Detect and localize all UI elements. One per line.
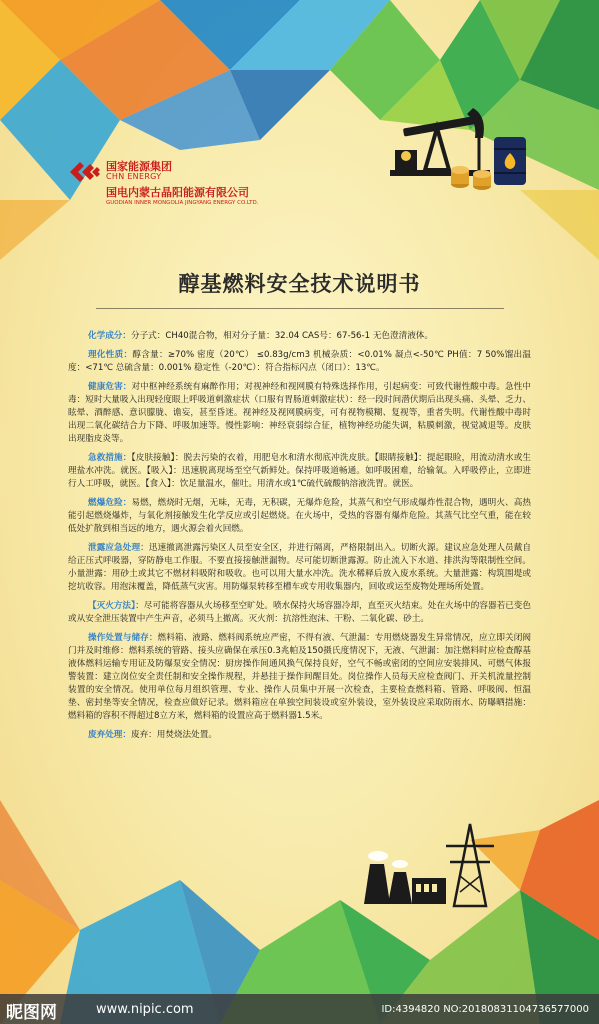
watermark-url: www.nipic.com bbox=[96, 1002, 194, 1017]
content-body bbox=[68, 330, 531, 748]
watermark-brand: 昵图网 bbox=[6, 1003, 57, 1023]
section-handling-storage bbox=[68, 632, 531, 723]
section-chemical-composition bbox=[68, 330, 531, 343]
coins-icon bbox=[450, 160, 500, 192]
section-fire-fighting bbox=[68, 600, 531, 626]
section-fire-explosion-hazard bbox=[68, 497, 531, 536]
section-text: 【皮肤接触】：脱去污染的衣着，用肥皂水和清水彻底冲洗皮肤。【眼睛接触】：提起眼睑，用流动清水或生理盐水冲洗。就医。【吸入】：迅速脱离现场至空气新鲜处。保持呼吸道畅通。如呼吸困难，给输氧。入呼吸停止，立即进行人工呼吸，就医。【食入】：饮足量温水，催吐。用清水或1℃硫代硫酸钠溶液洗胃。就医。 bbox=[68, 453, 531, 489]
section-first-aid bbox=[68, 452, 531, 491]
section-label: 【灭火方法】： bbox=[88, 601, 144, 611]
logo-company-name: 国电内蒙古晶阳能源有限公司 bbox=[106, 186, 249, 199]
section-text: 燃料箱、液路、燃料阀系统应严密，不得有液、气泄漏：专用燃烧器发生异常情况，应立即关闭阀门并及时维修：燃料系统的管路、接头应确保在承压0.3兆帕及150摄氏度情况下，无液、气泄漏：加注燃料时应检查醇基液体燃料运输专用证及防爆泵安全情况：厨房操作间通风换气保持良好，空气不畅或密闭的空间应安装排风、可燃气体报警装置：建立岗位安全责任制和安全操作规程，并悬挂于操作间醒目处。岗位操作人员每天应检查阀门、开关机流量控制装置的安全情况。使用单位每月组织管理、专业、操作人员集中开展一次检查，主要检查燃料箱、管路、呼吸阀、恒温垫、密封垫等安全情况，检查应做好记录。燃料箱应在单独空间装设或室外装设，室外装设应采取防雨水、防曝晒措施：燃料箱的容积不得超过8立方米，燃料箱的设置应高于燃料器1.5米。 bbox=[68, 633, 531, 721]
section-text: 迅速撤离泄露污染区人员至安全区，并进行隔离，严格限制出入。切断火源。建议应急处理人员戴自给正压式呼吸器，穿防静电工作服。不要直接接触泄漏物。尽可能切断泄露源。防止流入下水道、排洪沟等限制性空间。小量泄露：用砂土或其它不燃材料吸附和吸收。也可以用大量水冲洗。洗水稀释后放入废水系统。大量泄露：构筑围堤或挖坑收容。用泡沫覆盖，降低蒸气灾害。用防爆泵转移至槽车或专用收集器内，回收或运至废物处理场所处置。 bbox=[68, 543, 531, 592]
logo-company-en: GUODIAN INNER MONGOLIA JINGYANG ENERGY CO.LTD. bbox=[106, 200, 259, 206]
logo-group-en: CHN ENERGY bbox=[106, 172, 162, 181]
watermark-bar bbox=[0, 994, 599, 1024]
power-tower-icon bbox=[440, 820, 500, 910]
section-text: 醇含量：≥70% 密度（20℃） ≤0.83g/cm3 机械杂质：<0.01% 凝点<-50℃ PH值：7 50%馏出温度：<71℃ 总硫含量：0.001% 稳定性（-20℃）：符合指标闪点（闭口）：13℃。 bbox=[68, 350, 531, 373]
section-label: 废弃处理： bbox=[88, 730, 131, 740]
section-text: 尽可能将容器从火场移至空旷处。喷水保持火场容器冷却，直至灭火结束。处在火场中的容器若已变色或从安全泄压装置中产生声音，必须马上撤离。灭火剂：抗溶性泡沫、干粉、二氧化碳、砂土。 bbox=[68, 601, 531, 624]
section-label: 泄露应急处理： bbox=[88, 543, 149, 553]
watermark-id: ID:4394820 NO:20180831104736577000 bbox=[381, 1004, 589, 1015]
section-physical-properties bbox=[68, 349, 531, 375]
section-text: 易燃，燃烧时无烟，无味，无毒，无积碳，无爆炸危险，其蒸气和空气形成爆炸性混合物，遇明火、高热能引起燃烧爆炸，与氧化剂接触发生化学反应或引起燃烧。在火场中，受热的容器有爆炸危险。其蒸气比空气重，能在较低处扩散到相当远的地方，遇火源会着火回燃。 bbox=[68, 498, 531, 534]
section-label: 燃爆危险： bbox=[88, 498, 132, 508]
logo-group-name: 国家能源集团 bbox=[106, 160, 172, 173]
section-leak-emergency bbox=[68, 542, 531, 594]
page-title: 醇基燃料安全技术说明书 bbox=[178, 272, 421, 296]
section-health-hazards bbox=[68, 381, 531, 446]
section-text: 废弃：用焚烧法处置。 bbox=[130, 730, 217, 740]
section-label: 操作处置与储存： bbox=[88, 633, 158, 643]
section-disposal bbox=[68, 729, 531, 742]
section-label: 急救措施： bbox=[88, 453, 132, 463]
chn-energy-logo-icon bbox=[70, 160, 100, 184]
section-text: 分子式：CH40混合物，相对分子量：32.04 CAS号：67-56-1 无色澄清液体。 bbox=[130, 331, 433, 341]
section-label: 健康危害： bbox=[88, 382, 132, 392]
section-label: 理化性质： bbox=[88, 350, 133, 360]
section-label: 化学成分： bbox=[88, 331, 131, 341]
section-text: 对中枢神经系统有麻醉作用；对视神经和视网膜有特殊选择作用，引起病变：可致代谢性酸中毒。急性中毒：短时大量吸入出现轻度眼上呼吸道刺激症状（口服有胃肠道刺激症状）：经一段时间潜伏期后出现头痛、头晕、乏力、眩晕、酒醉感、意识朦胧、谵妄，甚至昏迷。视神经及视网膜病变，可有视物模糊、复视等，重者失明。代谢性酸中毒时出现二氧化碳结合力下降、呼吸加速等。慢性影响：神经衰弱综合征，植物神经功能失调，粘膜刺激，视觉减退等。皮肤出现脂皮炎等。 bbox=[68, 382, 531, 444]
title-divider bbox=[96, 308, 504, 309]
power-plant-icon bbox=[360, 838, 450, 908]
